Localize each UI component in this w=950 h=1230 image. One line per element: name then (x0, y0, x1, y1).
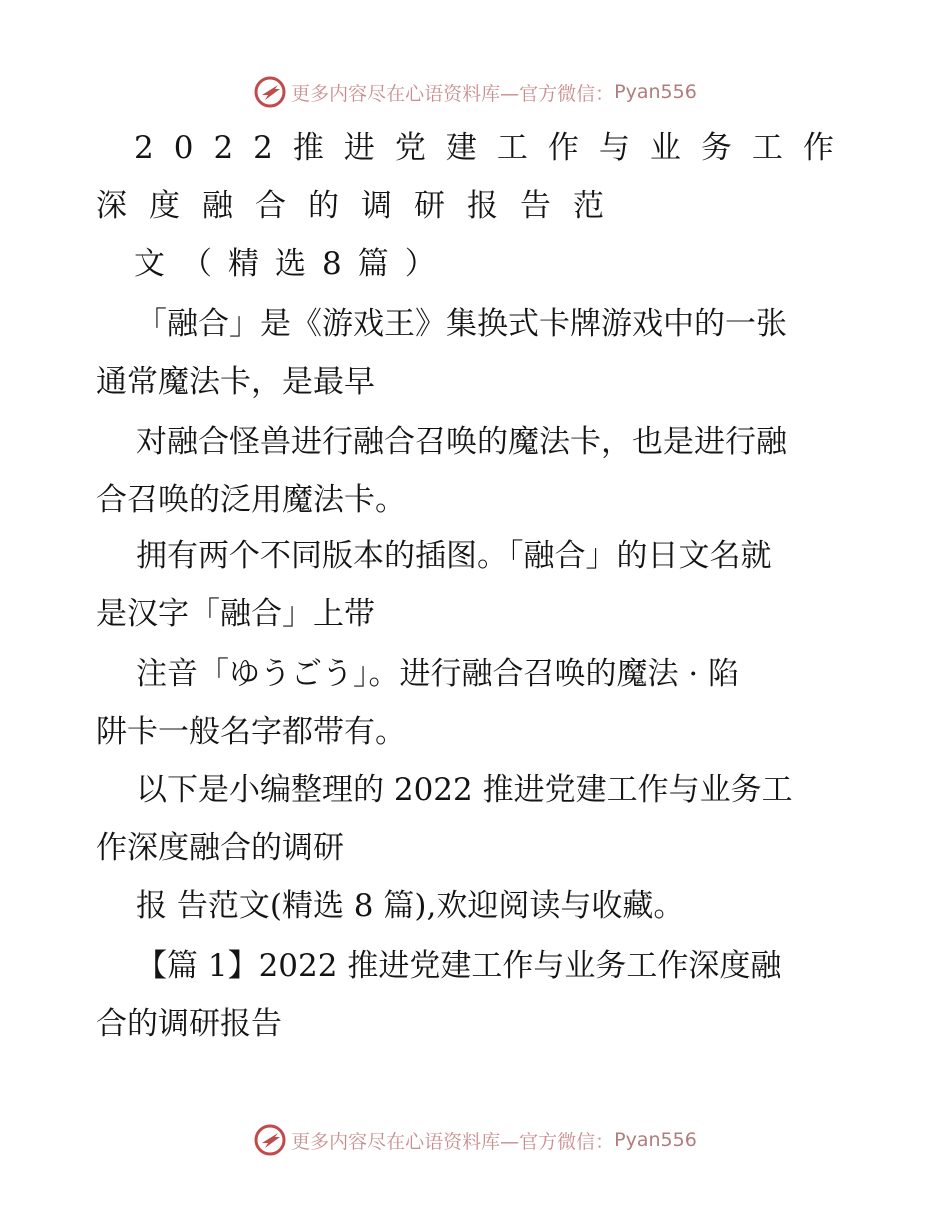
title-line-1: 2022推进党建工作与业务工作 (134, 130, 854, 166)
watermark-wechat-id: Pyan556 (614, 81, 697, 103)
paragraph-line: 作深度融合的调研 (96, 830, 344, 866)
paragraph-line: 合召唤的泛用魔法卡。 (96, 482, 406, 518)
section-heading-cont: 合的调研报告 (96, 1006, 282, 1042)
paragraph-line: 拥有两个不同版本的插图。「融合」的日文名就 (136, 538, 772, 574)
title-line-3: 文（精选8篇） (134, 246, 452, 282)
logo-icon (253, 1123, 287, 1157)
paragraph-line: 阱卡一般名字都带有。 (96, 714, 406, 750)
paragraph-line: 通常魔法卡，是最早 (96, 364, 375, 400)
paragraph-line: 「融合」是《游戏王》集换式卡牌游戏中的一张 (136, 306, 787, 342)
watermark-footer (0, 1120, 950, 1160)
watermark-text: 更多内容尽在心语资料库—官方微信： (291, 1130, 615, 1153)
paragraph-line: 注音「ゆうごう」。进行融合召唤的魔法 · 陷 (136, 656, 740, 692)
logo-icon (253, 75, 287, 109)
paragraph-line: 以下是小编整理的 2022 推进党建工作与业务工 (136, 772, 793, 808)
paragraph-line: 是汉字「融合」上带 (96, 596, 375, 632)
paragraph-line: 对融合怪兽进行融合召唤的魔法卡，也是进行融 (136, 424, 787, 460)
paragraph-line: 报 告范文(精选 8 篇),欢迎阅读与收藏。 (136, 888, 685, 924)
section-heading: 【篇 1】2022 推进党建工作与业务工作深度融 (136, 948, 782, 984)
watermark-text: 更多内容尽在心语资料库—官方微信： (291, 82, 615, 105)
watermark-wechat-id: Pyan556 (614, 1129, 697, 1151)
title-line-2: 深度融合的调研报告范 (96, 188, 626, 224)
watermark-header (0, 72, 950, 112)
